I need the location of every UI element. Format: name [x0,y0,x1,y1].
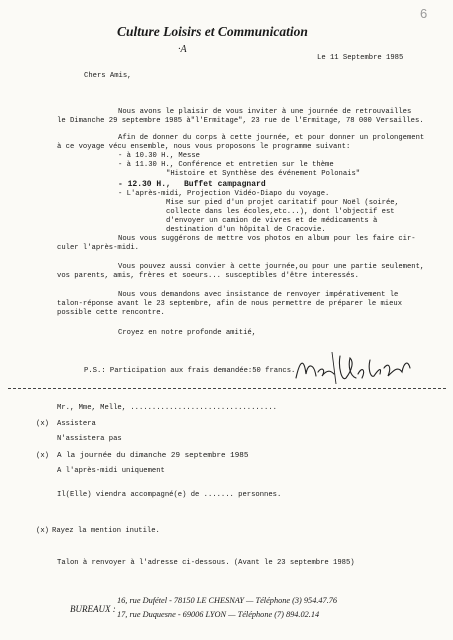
programme-intro-line: Afin de donner du corps à cette journée, et pour donner un prolongement [118,134,425,142]
programme-item: - L'après-midi, Projection Vidéo-Diapo du voyage. [118,190,330,198]
postscript: P.S.: Participation aux frais demandée:50 francs. [84,367,296,375]
handwritten-signature [292,348,416,390]
programme-item: Mise sur pied d'un projet caritatif pour Noël (soirée, [166,199,399,207]
programme-item: - à 11.30 H., Conférence et entretien sur le thème [118,161,334,169]
intro-line: Nous avons le plaisir de vous inviter à une journée de retrouvailles [118,108,412,116]
day-mark: (x) [36,452,49,460]
photos-line: culer l'après-midi. [57,244,139,252]
attend-option: Assistera [57,420,96,428]
attend-mark: (x) [36,420,49,428]
footer-address-line: 16, rue Dufétel - 78150 LE CHESNAY — Téléphone (3) 954.47.76 [117,596,338,605]
programme-intro-line: à ce voyage vécu ensemble, nous vous proposons le programme suivant: [57,143,351,151]
photos-line: Nous vous suggérons de mettre vos photos en album pour les faire cir- [118,235,416,243]
cut-line [8,388,446,389]
programme-item: - 12.30 H., [118,180,171,189]
programme-item: "Histoire et Synthèse des événement Polonais" [166,170,361,178]
footer-label: BUREAUX : [70,604,116,614]
programme-item-lunch: Buffet campagnard [184,180,266,189]
page-number-mark: 6 [420,6,428,21]
reply-line: possible cette rencontre. [57,309,165,317]
closing: Croyez en notre profonde amitié, [118,329,257,337]
programme-item: destination d'un hôpital de Cracovie. [166,226,326,234]
full-day-option: A la journée du dimanche 29 septembre 1985 [57,452,249,460]
strike-instruction: Rayez la mention inutile. [52,527,160,535]
return-instruction: Talon à renvoyer à l'adresse ci-dessous. (Avant le 23 septembre 1985) [57,559,355,567]
org-name: Culture Loisirs et Communication [117,24,308,39]
programme-item: d'envoyer un camion de vivres et de médicaments à [166,217,378,225]
reply-line: Nous vous demandons avec insistance de renvoyer impérativement le [118,291,399,299]
strike-mark: (x) [36,527,49,535]
footer-address-line: 17, rue Duquesne - 69006 LYON — Téléphone (7) 894.02.14 [117,610,320,619]
not-attend-option: N'assistera pas [57,435,122,443]
programme-item: collecte dans les écoles,etc...), dont l'objectif est [166,208,395,216]
name-line: Mr., Mme, Melle, .................................. [57,404,277,412]
afternoon-option: A l'après-midi uniquement [57,467,165,475]
programme-item: - à 10.30 H., Messe [118,152,200,160]
greeting: Chers Amis, [84,72,132,80]
reply-line: talon-réponse avant le 23 septembre, afin de nous permettre de préparer le mieux [57,300,403,308]
accompanied-line: Il(Elle) viendra accompagné(e) de ....... personnes. [57,491,282,499]
org-sub-mark: ·A [178,44,187,55]
intro-line: le Dimanche 29 septembre 1985 à"l'Ermitage", 23 rue de l'Ermitage, 78 000 Versailles. [57,117,424,125]
family-line: Vous pouvez aussi convier à cette journée,ou pour une partie seulement, [118,263,425,271]
family-line: vos parents, amis, frères et soeurs... susceptibles d'être interessés. [57,272,359,280]
letter-date: Le 11 Septembre 1985 [317,54,404,62]
